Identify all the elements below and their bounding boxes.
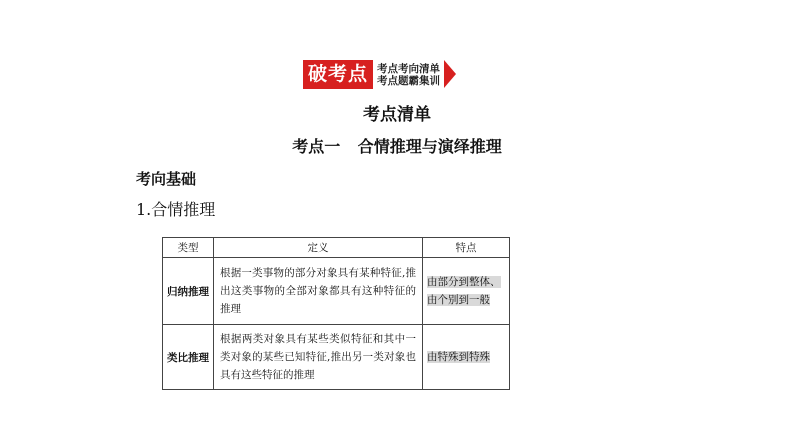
banner-sub-line2: 考点题霸集训 [377, 74, 441, 87]
banner-sub-line1: 考点考向清单 [377, 62, 441, 75]
topic-title: 考点一 合情推理与演绎推理 [292, 137, 502, 156]
section-banner [303, 60, 456, 89]
header-type: 类型 [163, 238, 214, 258]
type-cell: 类比推理 [163, 325, 214, 390]
feature-cell [423, 325, 510, 390]
banner-arrow-icon [444, 60, 456, 88]
header-definition: 定义 [214, 238, 423, 258]
banner-main-label: 破考点 [303, 60, 373, 89]
definition-cell: 根据一类事物的部分对象具有某种特征,推出这类事物的全部对象都具有这种特征的推理 [214, 258, 423, 325]
type-cell: 归纳推理 [163, 258, 214, 325]
header-feature: 特点 [423, 238, 510, 258]
banner-subtitle [373, 60, 444, 89]
section-title: 考点清单 [363, 105, 431, 125]
feature-highlight: 由特殊到特殊 [427, 351, 490, 363]
table-row [163, 325, 510, 390]
feature-cell [423, 258, 510, 325]
table-header-row [163, 238, 510, 258]
reasoning-table [162, 237, 510, 390]
table-row [163, 258, 510, 325]
definition-cell: 根据两类对象具有某些类似特征和其中一类对象的某些已知特征,推出另一类对象也具有这些特征的推理 [214, 325, 423, 390]
item-heading: 1.合情推理 [136, 200, 216, 219]
sub-heading: 考向基础 [136, 170, 197, 188]
feature-highlight: 由部分到整体、由个别到一般 [427, 276, 501, 306]
